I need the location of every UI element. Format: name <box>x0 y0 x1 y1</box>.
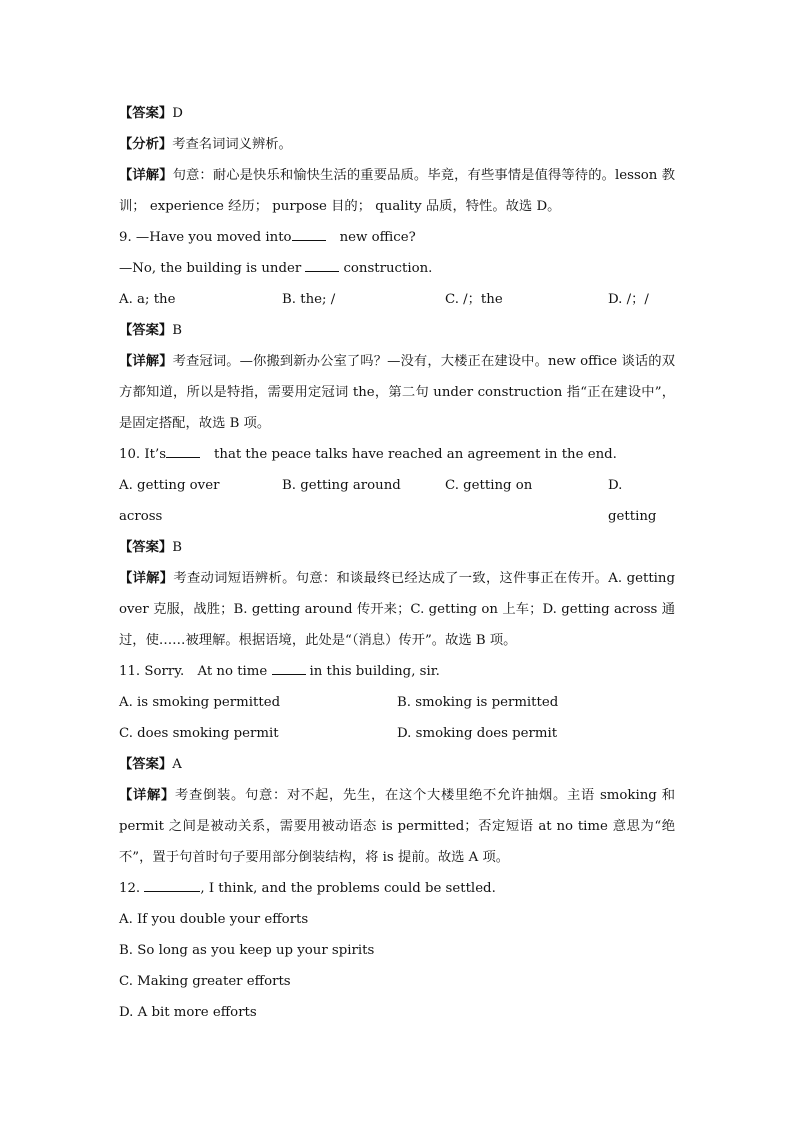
detail-text: 考查动词短语辨析。句意：和谈最终已经达成了一致，这件事正在传开。A. getting over 克服，战胜；B. getting around 传开来；C. getting on 上车；D. getting across 通过，使……被理解。根据语境，此处是“（消息）传开”。故选 B 项。 <box>119 571 676 648</box>
q10-option-d-continued: across <box>119 509 163 524</box>
q11-detail <box>119 780 675 873</box>
detail-tag: 【详解】 <box>119 788 176 803</box>
q11-stem-a: 11. Sorry. At no time <box>119 664 268 679</box>
q10-option-b: B. getting around <box>282 478 401 493</box>
detail-text: 考查冠词。—你搬到新办公室了吗？—没有，大楼正在建设中。new office 谈话的双方都知道，所以是特指，需要用定冠词 the，第二句 under construction 指“正在建设中”，是固定搭配，故选 B 项。 <box>119 354 675 431</box>
detail-tag: 【详解】 <box>119 354 173 369</box>
answer-tag: 【答案】 <box>119 757 173 772</box>
detail-text: 考查倒装。句意：对不起，先生，在这个大楼里绝不允许抽烟。主语 smoking 和 permit 之间是被动关系，需要用被动语态 is permitted；否定短语 at no time 意思为“绝不”，置于句首时句子要用部分倒装结构，将 is 提前。故选 A 项。 <box>119 788 676 865</box>
q11-blank <box>272 661 306 675</box>
q12-option-d: D. A bit more efforts <box>119 1005 257 1020</box>
answer-value: B <box>172 323 182 338</box>
q8-analysis-line <box>119 129 675 160</box>
q11-answer-line <box>119 749 675 780</box>
q10-option-wrap <box>119 501 675 532</box>
q10-stem <box>119 439 675 470</box>
q9-option-c: C. /；the <box>445 292 503 307</box>
detail-tag: 【详解】 <box>119 571 174 586</box>
q12-option-a: A. If you double your efforts <box>119 912 309 927</box>
q12-stem-b: , I think, and the problems could be settled. <box>200 881 496 896</box>
answer-tag: 【答案】 <box>119 106 173 121</box>
q9-blank-1 <box>292 227 326 241</box>
q10-stem-a: 10. It’s <box>119 447 167 462</box>
q9-stem-b: new office? <box>339 230 416 245</box>
q10-option-c: C. getting on <box>445 478 533 493</box>
q8-answer-line <box>119 98 675 129</box>
q12-option-c: C. Making greater efforts <box>119 974 291 989</box>
q9-detail <box>119 346 675 439</box>
q10-answer-line <box>119 532 675 563</box>
detail-text: 句意：耐心是快乐和愉快生活的重要品质。毕竟，有些事情是值得等待的。lesson 教训； experience 经历； purpose 目的； quality 品质，特性。故选 D。 <box>119 168 675 214</box>
answer-value: B <box>172 540 182 555</box>
q9-stem-a: 9. —Have you moved into <box>119 230 292 245</box>
q10-option-d: D. getting <box>608 478 657 524</box>
q9-option-d: D. /；/ <box>608 292 649 307</box>
answer-tag: 【答案】 <box>119 323 173 338</box>
q12-blank <box>144 878 200 892</box>
detail-tag: 【详解】 <box>119 168 173 183</box>
q11-option-a: A. is smoking permitted <box>119 695 281 710</box>
q11-option-b: B. smoking is permitted <box>397 695 559 710</box>
answer-value: D <box>172 106 183 121</box>
q12-stem <box>119 873 675 904</box>
q10-detail <box>119 563 675 656</box>
answer-tag: 【答案】 <box>119 540 173 555</box>
q9-blank-2 <box>305 258 339 272</box>
q11-option-d: D. smoking does permit <box>397 726 558 741</box>
q11-stem-b: in this building, sir. <box>309 664 440 679</box>
q9-stem-line2 <box>119 253 675 284</box>
q8-detail <box>119 160 675 222</box>
q12-option-b: B. So long as you keep up your spirits <box>119 943 375 958</box>
analysis-text: 考查名词词义辨析。 <box>172 137 292 152</box>
exam-page <box>119 98 675 1028</box>
q12-number: 12. <box>119 881 145 896</box>
q9-stem-c: —No, the building is under <box>119 261 302 276</box>
q9-stem-line1 <box>119 222 675 253</box>
q9-option-b: B. the; / <box>282 292 336 307</box>
q10-option-a: A. getting over <box>119 478 220 493</box>
q9-option-a: A. a; the <box>119 292 176 307</box>
q10-blank <box>166 444 200 458</box>
q9-stem-d: construction. <box>343 261 433 276</box>
analysis-tag: 【分析】 <box>119 137 173 152</box>
q9-answer-line <box>119 315 675 346</box>
q9-options <box>119 284 675 315</box>
q11-option-c: C. does smoking permit <box>119 726 279 741</box>
q10-stem-b: that the peace talks have reached an agreement in the end. <box>214 447 617 462</box>
q11-options-row1 <box>119 687 675 718</box>
q11-stem <box>119 656 675 687</box>
q11-options-row2 <box>119 718 675 749</box>
answer-value: A <box>172 757 182 772</box>
